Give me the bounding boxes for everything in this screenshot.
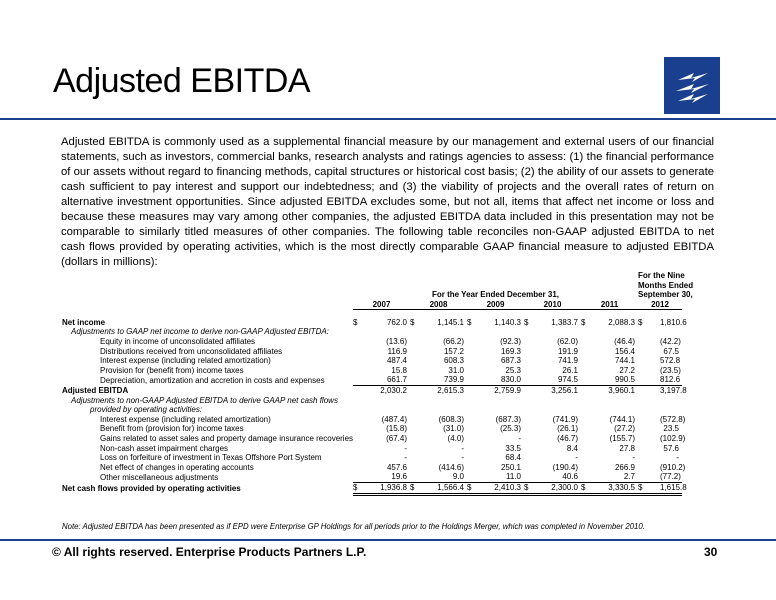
- cell-value: 974.5: [557, 375, 578, 385]
- table-row: [62, 347, 682, 357]
- table-row: [62, 472, 682, 482]
- cell-value: 1,566.4: [418, 482, 467, 494]
- row-label: provided by operating activities:: [90, 405, 203, 415]
- cell-value: (26.1): [557, 424, 578, 434]
- cell-value: 11.0: [506, 472, 521, 482]
- cell-value: 157.2: [443, 346, 464, 356]
- table-row: [62, 396, 682, 406]
- currency-symbol: $: [410, 317, 415, 327]
- row-label: Distributions received from unconsolidated affiliates: [100, 346, 283, 356]
- row-label: Adjusted EBITDA: [62, 386, 129, 396]
- cell-value: (572.8): [660, 414, 686, 424]
- cell-value: (46.7): [557, 434, 578, 443]
- cell-value: 1,383.7: [551, 317, 578, 327]
- table-row: [62, 444, 682, 454]
- cell-value: 67.5: [663, 346, 679, 356]
- nine-months-header: Months Ended: [638, 280, 694, 290]
- row-label: Adjustments to non-GAAP Adjusted EBITDA to derive GAAP net cash flows: [71, 395, 338, 405]
- intro-paragraph: Adjusted EBITDA is commonly used as a supplemental financial measure by our management and external users of our financial statements, such as investors, commercial banks, research analysts and ratings agencies to assess: (1) the financial performance of our assets without regard to financing methods, capital structures or historical cost basis; (2) the ability of our assets to generate cash sufficient to pay interest and support our indebtedness; and (3) the viability of projects and the overall rates of return on alternative investment opportunities. Since adjusted EBITDA excludes some, but not all, items that affect net income or loss and because these measures may vary among other companies, the adjusted EBITDA data included in this presentation may not be comparable to similarly titled measures of other companies. The following table reconciles non-GAAP adjusted EBITDA to net cash flows provided by operating activities, which is the most directly comparable GAAP financial measure to adjusted EBITDA (dollars in millions):: [61, 136, 714, 268]
- currency-symbol: $: [581, 317, 586, 327]
- cell-value: 3,960.1: [589, 386, 638, 396]
- nine-months-header: For the Nine: [638, 271, 685, 280]
- currency-symbol: $: [467, 482, 475, 494]
- table-row: [62, 463, 682, 473]
- cell-value: -: [404, 453, 407, 463]
- nine-months-header: September 30,: [638, 290, 693, 300]
- cell-value: 1,145.1: [437, 317, 464, 327]
- cell-value: -: [461, 443, 464, 453]
- cell-value: (66.2): [443, 337, 464, 347]
- cell-value: 25.3: [505, 365, 521, 375]
- year-row: [62, 300, 682, 310]
- year-header: 2007: [353, 300, 410, 310]
- table-row: [62, 375, 682, 385]
- row-label: Interest expense (including related amortization): [100, 356, 271, 366]
- row-label: Net effect of changes in operating accounts: [100, 462, 254, 472]
- cell-value: 191.9: [557, 346, 578, 356]
- table-row: [62, 482, 682, 494]
- cell-value: 2.7: [623, 472, 635, 482]
- cell-value: (155.7): [609, 434, 635, 443]
- cell-value: 661.7: [386, 375, 407, 385]
- footnote: Note: Adjusted EBITDA has been presented as if EPD were Enterprise GP Holdings for all periods prior to the Holdings Merger, which was completed in November 2010.: [62, 522, 645, 531]
- cell-value: (487.4): [381, 414, 407, 424]
- cell-value: 741.9: [557, 356, 578, 366]
- cell-value: -: [575, 453, 578, 463]
- row-label: Loss on forfeiture of investment in Texas Offshore Port System: [100, 453, 322, 463]
- cell-value: 116.9: [387, 346, 407, 356]
- cell-value: 830.0: [500, 375, 521, 385]
- cell-value: 57.6: [663, 443, 679, 453]
- cell-value: (42.2): [660, 337, 681, 347]
- cell-value: 15.8: [391, 365, 407, 375]
- currency-symbol: $: [581, 482, 589, 494]
- table-row: [62, 366, 682, 376]
- year-header: 2011: [581, 300, 638, 310]
- cell-value: (46.4): [614, 337, 635, 347]
- currency-symbol: $: [638, 317, 643, 327]
- cell-value: (13.6): [386, 337, 407, 347]
- cell-value: (25.3): [500, 424, 521, 434]
- cell-value: 27.2: [619, 365, 635, 375]
- table-row: [62, 415, 682, 425]
- cell-value: (77.2): [660, 472, 681, 482]
- cell-value: 744.1: [614, 356, 635, 366]
- table-row: [62, 318, 682, 328]
- cell-value: (92.3): [500, 337, 521, 347]
- table-row: [62, 434, 682, 444]
- cell-value: 1,810.6: [660, 317, 687, 327]
- cell-value: (190.4): [552, 462, 578, 472]
- cell-value: 27.8: [619, 443, 635, 453]
- cell-value: 990.5: [614, 375, 635, 385]
- cell-value: 156.4: [614, 346, 635, 356]
- cell-value: 687.3: [500, 356, 521, 366]
- cell-value: 23.5: [663, 424, 679, 434]
- cell-value: 9.0: [452, 472, 464, 482]
- cell-value: (744.1): [609, 414, 635, 424]
- cell-value: 2,759.9: [475, 386, 524, 396]
- year-header: 2009: [467, 300, 524, 310]
- currency-symbol: $: [353, 317, 358, 327]
- cell-value: 8.4: [566, 443, 578, 453]
- row-label: Net income: [62, 317, 106, 327]
- cell-value: (27.2): [614, 424, 635, 434]
- year-header: 2010: [524, 300, 581, 310]
- year-header: 2008: [410, 300, 467, 310]
- cell-value: -: [461, 453, 464, 463]
- cell-value: 266.9: [614, 462, 635, 472]
- row-label: Net cash flows provided by operating activities: [62, 484, 241, 494]
- table-row: [62, 424, 682, 434]
- currency-symbol: $: [353, 482, 361, 494]
- cell-value: 3,256.1: [532, 386, 581, 396]
- ebitda-reconciliation-table: [62, 271, 694, 496]
- cell-value: 739.9: [443, 375, 464, 385]
- cell-value: 572.8: [660, 356, 681, 366]
- page-title: Adjusted EBITDA: [53, 62, 311, 100]
- cell-value: 3,330.5: [589, 482, 638, 494]
- company-logo: [664, 57, 720, 114]
- row-label: Adjustments to GAAP net income to derive non-GAAP Adjusted EBITDA:: [71, 327, 329, 337]
- cell-value: -: [404, 443, 407, 453]
- cell-value: (414.6): [438, 462, 464, 472]
- year-group-header: For the Year Ended December 31,: [431, 290, 559, 300]
- cell-value: (608.3): [438, 414, 464, 424]
- header-divider: [0, 118, 776, 120]
- cell-value: 250.1: [500, 462, 521, 472]
- row-label: Equity in income of unconsolidated affiliates: [100, 337, 256, 347]
- cell-value: (102.9): [660, 434, 686, 443]
- table-row: [62, 386, 682, 396]
- row-label: Provision for (benefit from) income taxes: [100, 365, 244, 375]
- cell-value: (31.0): [443, 424, 464, 434]
- header-row: [62, 281, 682, 291]
- cell-value: 33.5: [505, 443, 521, 453]
- cell-value: (67.4): [386, 434, 407, 443]
- cell-value: 1,615.8: [660, 482, 682, 494]
- table-row: [62, 337, 682, 347]
- cell-value: -: [632, 453, 635, 463]
- cell-value: 68.4: [505, 453, 521, 463]
- currency-symbol: $: [524, 482, 532, 494]
- cell-value: 1,140.3: [494, 317, 521, 327]
- cell-value: 26.1: [562, 365, 578, 375]
- table-row: [62, 405, 682, 415]
- cell-value: (910.2): [660, 462, 686, 472]
- currency-symbol: $: [410, 482, 418, 494]
- cell-value: -: [676, 453, 679, 463]
- cell-value: (4.0): [447, 434, 464, 443]
- cell-value: 457.6: [386, 462, 407, 472]
- cell-value: 169.3: [500, 346, 521, 356]
- currency-symbol: $: [467, 317, 472, 327]
- cell-value: (62.0): [557, 337, 578, 347]
- header-row: [62, 290, 682, 300]
- cell-value: (15.8): [386, 424, 407, 434]
- cell-value: (741.9): [552, 414, 578, 424]
- cell-value: -: [518, 434, 521, 443]
- cell-value: 762.0: [386, 317, 407, 327]
- table-row: [62, 356, 682, 366]
- cell-value: 608.3: [443, 356, 464, 366]
- row-label: Non-cash asset impairment charges: [100, 443, 229, 453]
- table-row: [62, 327, 682, 337]
- cell-value: 1,936.8: [361, 482, 410, 494]
- cell-value: 2,300.0: [532, 482, 581, 494]
- cell-value: 40.6: [562, 472, 578, 482]
- cell-value: 19.6: [391, 472, 407, 482]
- cell-value: 2,030.2: [361, 386, 410, 396]
- cell-value: 31.0: [448, 365, 464, 375]
- row-label: Benefit from (provision for) income taxes: [100, 424, 244, 434]
- cell-value: 812.6: [660, 375, 681, 385]
- row-label: Interest expense (including related amortization): [100, 414, 271, 424]
- page-number: 30: [704, 545, 718, 559]
- row-label: Depreciation, amortization and accretion in costs and expenses: [100, 375, 325, 385]
- currency-symbol: $: [638, 482, 660, 494]
- row-label: Other miscellaneous adjustments: [100, 472, 219, 482]
- cell-value: 2,410.3: [475, 482, 524, 494]
- cell-value: 2,088.3: [608, 317, 635, 327]
- table-row: [62, 453, 682, 463]
- cell-value: (687.3): [495, 414, 521, 424]
- cell-value: 3,197.8: [660, 386, 687, 396]
- copyright-footer: © All rights reserved. Enterprise Products Partners L.P.: [52, 545, 367, 559]
- cell-value: (23.5): [660, 365, 681, 375]
- year-header: 2012: [638, 300, 682, 310]
- cell-value: 487.4: [386, 356, 407, 366]
- header-row: [62, 271, 682, 281]
- footer-divider: [0, 539, 776, 541]
- cell-value: 2,615.3: [418, 386, 467, 396]
- row-label: Gains related to asset sales and property damage insurance recoveries: [100, 434, 353, 443]
- currency-symbol: $: [524, 317, 529, 327]
